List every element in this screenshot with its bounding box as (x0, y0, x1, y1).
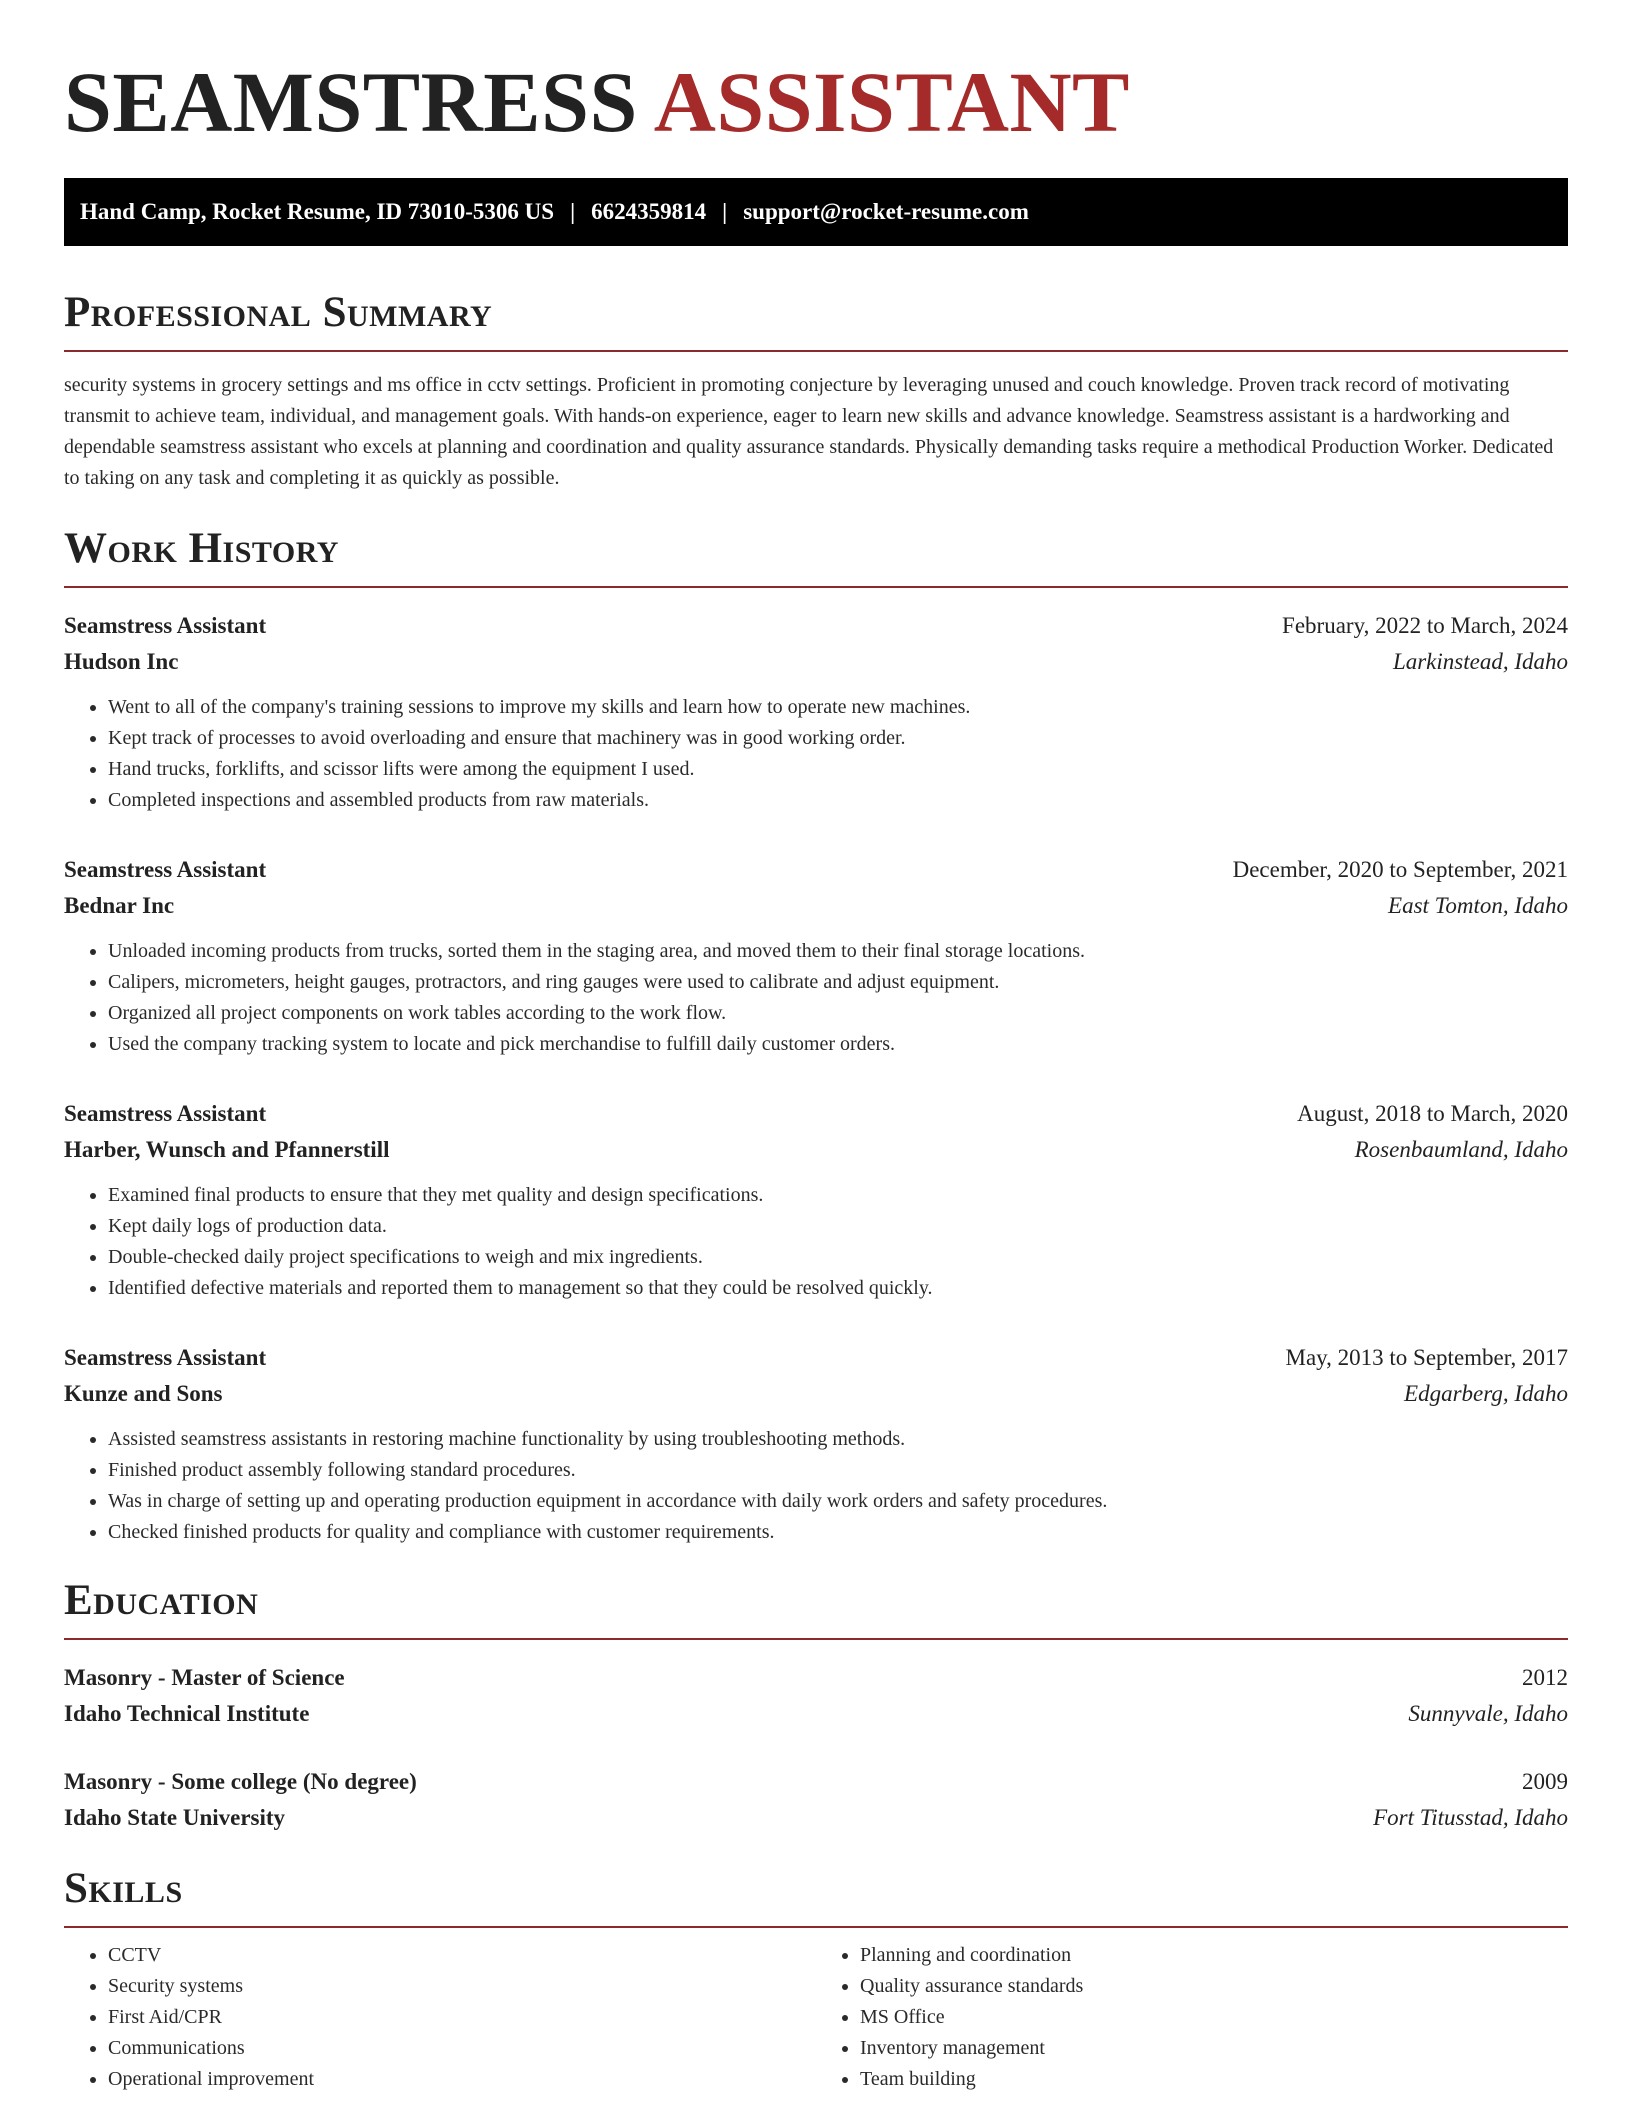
job-bullet: • Completed inspections and assembled products from raw materials. (108, 785, 1568, 816)
job-company-row (64, 888, 1568, 924)
education-year: 2012 (1522, 1665, 1568, 1690)
education-entry (64, 1660, 1568, 1732)
job-company: Hudson Inc (64, 649, 179, 674)
job-entry (64, 852, 1568, 1060)
job-header-row (64, 1340, 1568, 1376)
job-bullets (64, 1424, 1568, 1548)
contact-address: Hand Camp, Rocket Resume, ID 73010-5306 US (80, 199, 555, 224)
job-bullet: • Hand trucks, forklifts, and scissor lifts were among the equipment I used. (108, 754, 1568, 785)
skills-grid (64, 1940, 1568, 2095)
job-bullets (64, 936, 1568, 1060)
contact-phone: 6624359814 (591, 199, 707, 224)
job-header-row (64, 852, 1568, 888)
job-bullets (64, 692, 1568, 816)
job-header-row (64, 608, 1568, 644)
name-last: ASSISTANT (653, 54, 1130, 150)
education-location: Fort Titusstad, Idaho (1373, 1805, 1568, 1830)
job-location: Larkinstead, Idaho (1392, 649, 1568, 674)
skill-item: • Team building (860, 2064, 1568, 2095)
education-degree: Masonry - Some college (No degree) (64, 1769, 417, 1794)
contact-separator: | (722, 199, 728, 224)
skill-item: • First Aid/CPR (108, 2002, 816, 2033)
skill-item: • Security systems (108, 1971, 816, 2002)
section-title-work-history: Work History (64, 524, 1568, 588)
contact-email: support@rocket-resume.com (743, 199, 1029, 224)
section-title-education: Education (64, 1576, 1568, 1640)
education-entry (64, 1764, 1568, 1836)
job-location: Edgarberg, Idaho (1404, 1381, 1568, 1406)
skill-item: • Inventory management (860, 2033, 1568, 2064)
job-bullet: • Identified defective materials and reported them to management so that they could be resolved quickly. (108, 1273, 1568, 1304)
job-company: Bednar Inc (64, 893, 175, 918)
education-year: 2009 (1522, 1769, 1568, 1794)
education-school-row (64, 1696, 1568, 1732)
job-location: Rosenbaumland, Idaho (1354, 1137, 1568, 1162)
job-company-row (64, 644, 1568, 680)
skill-item: • CCTV (108, 1940, 816, 1971)
job-bullet: • Was in charge of setting up and operating production equipment in accordance with daily work orders and safety procedures. (108, 1486, 1568, 1517)
job-company-row (64, 1376, 1568, 1412)
education-degree: Masonry - Master of Science (64, 1665, 345, 1690)
job-bullet: • Organized all project components on work tables according to the work flow. (108, 998, 1568, 1029)
job-position: Seamstress Assistant (64, 613, 267, 638)
skills-column-right (816, 1940, 1568, 2095)
job-dates: May, 2013 to September, 2017 (1285, 1345, 1568, 1370)
job-company: Kunze and Sons (64, 1381, 223, 1406)
education-location: Sunnyvale, Idaho (1408, 1701, 1568, 1726)
job-bullet: • Unloaded incoming products from trucks, sorted them in the staging area, and moved them to their final storage locations. (108, 936, 1568, 967)
job-location: East Tomton, Idaho (1388, 893, 1568, 918)
education-school: Idaho State University (64, 1805, 286, 1830)
skill-item: • Planning and coordination (860, 1940, 1568, 1971)
skill-item: • Communications (108, 2033, 816, 2064)
contact-separator: | (570, 199, 576, 224)
job-bullet: • Calipers, micrometers, height gauges, protractors, and ring gauges were used to calibrate and adjust equipment. (108, 967, 1568, 998)
job-dates: August, 2018 to March, 2020 (1297, 1101, 1568, 1126)
name-first: SEAMSTRESS (64, 54, 638, 150)
contact-bar (64, 178, 1568, 246)
skill-item: • Quality assurance standards (860, 1971, 1568, 2002)
job-bullet: • Went to all of the company's training sessions to improve my skills and learn how to operate new machines. (108, 692, 1568, 723)
job-position: Seamstress Assistant (64, 1345, 267, 1370)
job-entry (64, 1340, 1568, 1548)
job-bullets (64, 1180, 1568, 1304)
job-company-row (64, 1132, 1568, 1168)
skill-item: • Operational improvement (108, 2064, 816, 2095)
job-bullet: • Assisted seamstress assistants in restoring machine functionality by using troubleshooting methods. (108, 1424, 1568, 1455)
education-school: Idaho Technical Institute (64, 1701, 310, 1726)
job-bullet: • Finished product assembly following standard procedures. (108, 1455, 1568, 1486)
job-dates: February, 2022 to March, 2024 (1282, 613, 1568, 638)
education-school-row (64, 1800, 1568, 1836)
job-position: Seamstress Assistant (64, 1101, 267, 1126)
job-company: Harber, Wunsch and Pfannerstill (64, 1137, 390, 1162)
section-title-summary: Professional Summary (64, 288, 1568, 352)
job-bullet: • Kept track of processes to avoid overloading and ensure that machinery was in good working order. (108, 723, 1568, 754)
job-bullet: • Kept daily logs of production data. (108, 1211, 1568, 1242)
section-title-skills: Skills (64, 1864, 1568, 1928)
job-entry (64, 608, 1568, 816)
job-dates: December, 2020 to September, 2021 (1232, 857, 1568, 882)
job-bullet: • Examined final products to ensure that they met quality and design specifications. (108, 1180, 1568, 1211)
summary-text: security systems in grocery settings and ms office in cctv settings. Proficient in promoting conjecture by leveraging unused and couch knowledge. Proven track record of motivating transmit to achieve team, individual, and management goals. With hands-on experience, eager to learn new skills and advance knowledge. Seamstress assistant is a hardworking and dependable seamstress assistant who excels at planning and coordination and quality assurance standards. Physically demanding tasks require a methodical Production Worker. Dedicated to taking on any task and completing it as quickly as possible. (64, 374, 1554, 489)
resume-name (64, 50, 1568, 154)
skills-column-left (64, 1940, 816, 2095)
job-header-row (64, 1096, 1568, 1132)
job-bullet: • Checked finished products for quality and compliance with customer requirements. (108, 1517, 1568, 1548)
education-header-row (64, 1660, 1568, 1696)
job-bullet: • Used the company tracking system to locate and pick merchandise to fulfill daily customer orders. (108, 1029, 1568, 1060)
education-header-row (64, 1764, 1568, 1800)
job-bullet: • Double-checked daily project specifications to weigh and mix ingredients. (108, 1242, 1568, 1273)
job-entry (64, 1096, 1568, 1304)
job-position: Seamstress Assistant (64, 857, 267, 882)
skill-item: • MS Office (860, 2002, 1568, 2033)
